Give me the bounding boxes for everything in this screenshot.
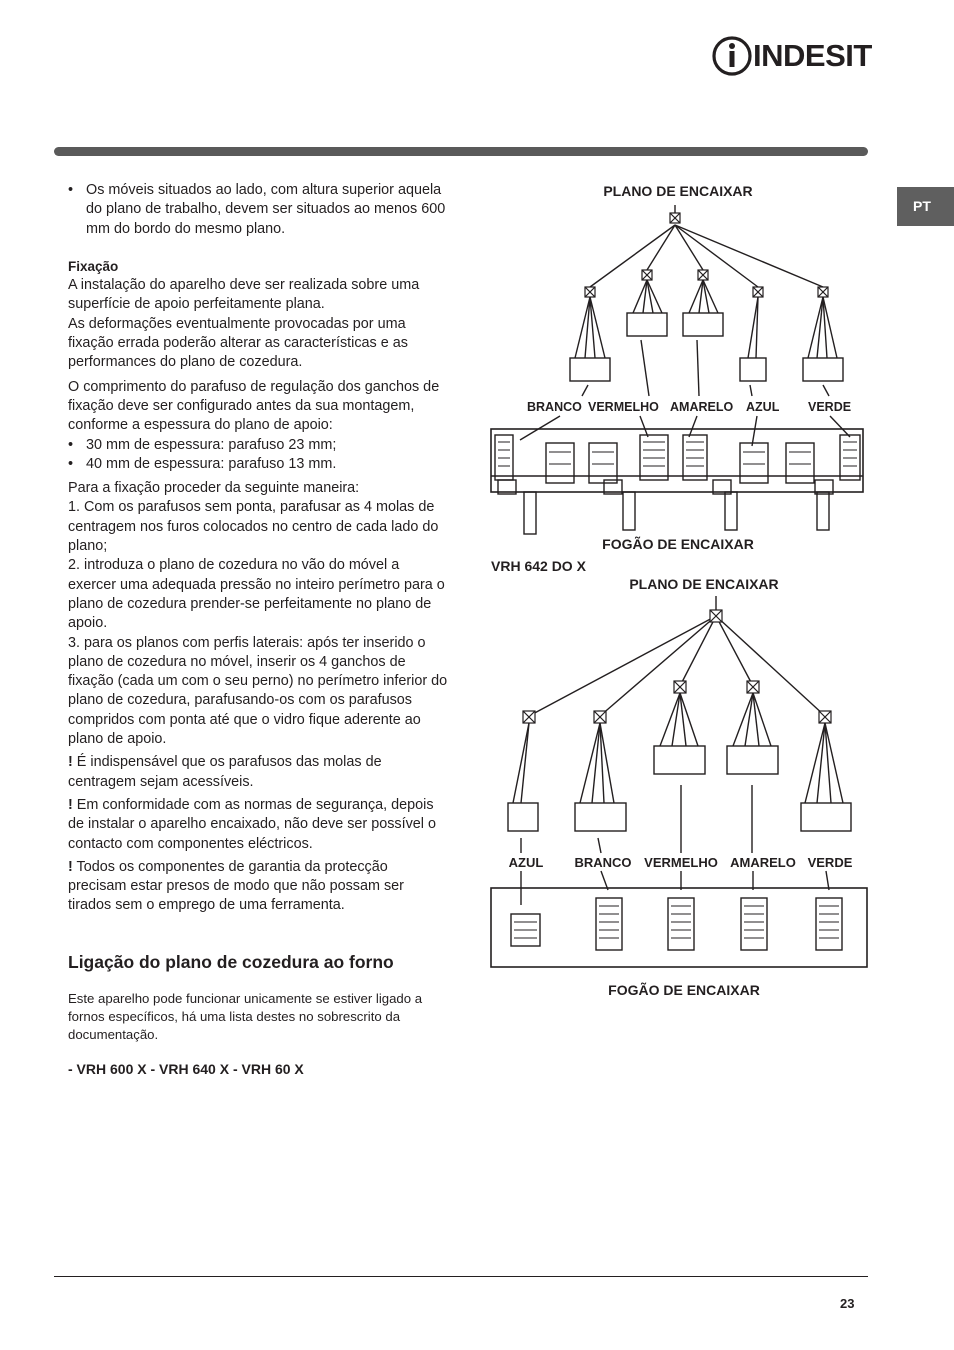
diagram2-top-label: PLANO DE ENCAIXAR xyxy=(629,576,779,592)
fixing-heading: Fixação xyxy=(68,258,119,274)
diagram1-label-verde: VERDE xyxy=(808,400,852,414)
diagram1-label-vermelho: VERMELHO xyxy=(588,400,659,414)
diagram1-bottom-label: FOGÃO DE ENCAIXAR xyxy=(602,536,754,552)
warning-3: ! Todos os componentes de garantia da protecção precisam estar presos de modo que não possam ser tirados sem o emprego de uma ferramenta. xyxy=(68,858,404,914)
procedure-step-2: 2. introduza o plano de cozedura no vão do móvel a exercer uma adequada pressão no inteiro perímetro para o plano de cozedura prender-se perfeitamente no plano de apoio. xyxy=(68,557,445,632)
diagram2-label-branco: BRANCO xyxy=(574,855,632,870)
diagram2-label-azul: AZUL xyxy=(508,855,544,870)
procedure-intro: Para a fixação proceder da seguinte maneira: xyxy=(68,480,360,497)
diagram1-top-label: PLANO DE ENCAIXAR xyxy=(603,183,753,199)
diagram2-label-vermelho: VERMELHO xyxy=(644,855,718,870)
warning-1: ! É indispensável que os parafusos das molas de centragem sejam acessíveis. xyxy=(68,754,382,790)
intro-bullet: • Os móveis situados ao lado, com altura superior aquela do plano de trabalho, devem ser situados ao menos 600 mm do bordo do mesmo plano. xyxy=(68,182,446,237)
diagram1-label-amarelo: AMARELO xyxy=(670,400,734,414)
page-number: 23 xyxy=(840,1296,855,1311)
diagram2-label-verde: VERDE xyxy=(807,855,853,870)
procedure-step-1: 1. Com os parafusos sem ponta, parafusar as 4 molas de centragem nos furos colocados no centro de cada lado do plano; xyxy=(68,499,439,555)
fixing-paragraph-2: As deformações eventualmente provocadas por uma fixação errada poderão alterar as características e as performances do plano de cozedura. xyxy=(68,315,408,371)
diagram1-label-azul: AZUL xyxy=(746,400,780,414)
screw-paragraph: O comprimento do parafuso de regulação dos ganchos de fixação deve ser configurado antes da sua montagem, conforme a espessura do plano de apoio: xyxy=(68,378,440,434)
diagram1-label-branco: BRANCO xyxy=(527,400,582,414)
diagram2-model-label: VRH 642 DO X xyxy=(491,558,586,574)
section-title: Ligação do plano de cozedura ao forno xyxy=(68,952,394,972)
section-body: Este aparelho pode funcionar unicamente se estiver ligado a fornos específicos, há uma lista destes no sobrescrito da documentação. xyxy=(68,991,423,1042)
connector-main-1 xyxy=(670,213,680,223)
brand-name: INDESIT xyxy=(753,38,872,73)
model-list: - VRH 600 X - VRH 640 X - VRH 60 X xyxy=(68,1061,304,1077)
fixing-paragraph-1: A instalação do aparelho deve ser realizada sobre uma superfície de apoio perfeitamente plana. xyxy=(68,277,420,313)
footer-rule xyxy=(54,1276,868,1277)
procedure-step-3: 3. para os planos com perfis laterais: após ter inserido o plano de cozedura no móvel, inserir os 4 ganchos de fixação (cada um com o seu perno) no perímetro inferior do plano de cozedura, parafusando-os com os parafusos compridos com ponta até que o vidro fique aderente ao plano de apoio. xyxy=(68,634,448,748)
screw-bullet-1: • 30 mm de espessura: parafuso 23 mm; xyxy=(68,436,337,453)
warning-2: ! Em conformidade com as normas de segurança, depois de instalar o aparelho encaixado, não deve ser possível o contacto com componentes eléctricos. xyxy=(68,796,437,852)
diagram2-label-amarelo: AMARELO xyxy=(730,855,796,870)
diagram2-bottom-label: FOGÃO DE ENCAIXAR xyxy=(608,982,760,998)
screw-bullet-2: • 40 mm de espessura: parafuso 13 mm. xyxy=(68,455,337,472)
language-tab: PT xyxy=(897,187,954,226)
